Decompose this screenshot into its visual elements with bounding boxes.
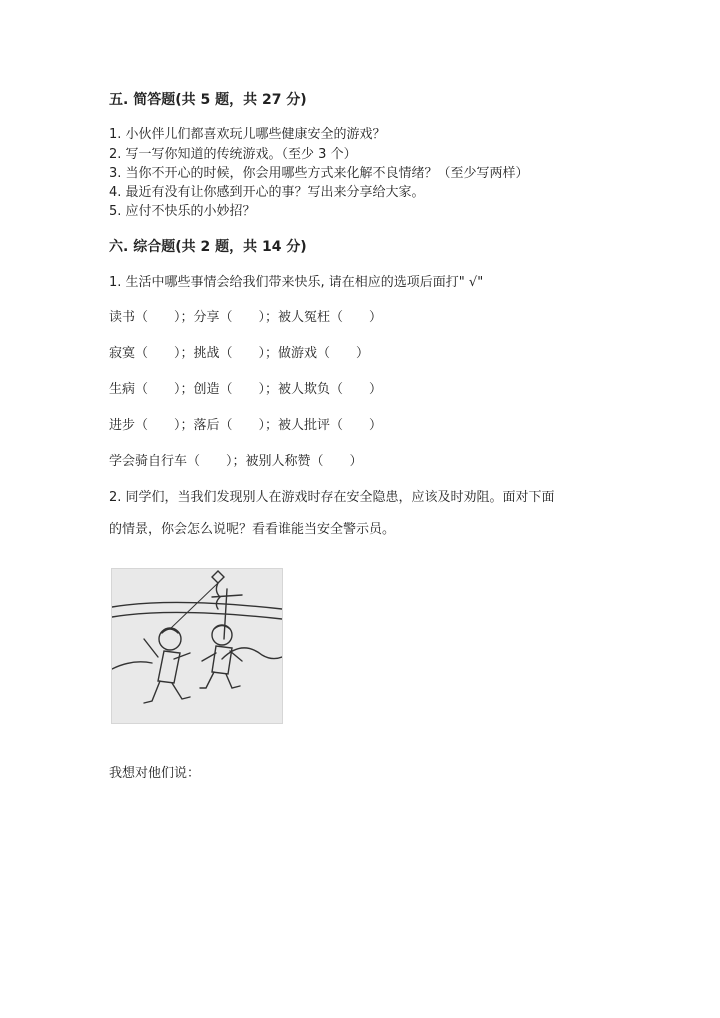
choice-row[interactable]: 寂寞（ ）；挑战（ ）；做游戏（ ） <box>109 346 370 361</box>
kite-near-power-lines-illustration <box>111 568 283 724</box>
choice-row[interactable]: 进步（ ）；落后（ ）；被人批评（ ） <box>109 418 383 433</box>
question-5-1: 1. 小伙伴儿们都喜欢玩儿哪些健康安全的游戏？ <box>109 127 386 142</box>
section-5-title: 五. 简答题(共 5 题，共 27 分) <box>109 92 307 108</box>
question-5-4: 4. 最近有没有让你感到开心的事？写出来分享给大家。 <box>109 185 425 200</box>
illustration-drawing <box>112 569 282 723</box>
question-6-2-line-2: 的情景，你会怎么说呢？看看谁能当安全警示员。 <box>109 522 396 537</box>
answer-prompt: 我想对他们说： <box>109 766 201 781</box>
question-6-1: 1. 生活中哪些事情会给我们带来快乐, 请在相应的选项后面打" √" <box>109 275 484 290</box>
section-6-title: 六. 综合题(共 2 题，共 14 分) <box>109 239 307 255</box>
question-5-3: 3. 当你不开心的时候，你会用哪些方式来化解不良情绪？（至少写两样） <box>109 166 529 181</box>
choice-row[interactable]: 生病（ ）；创造（ ）；被人欺负（ ） <box>109 382 383 397</box>
question-5-5: 5. 应付不快乐的小妙招？ <box>109 204 256 219</box>
question-5-2: 2. 写一写你知道的传统游戏。（至少 3 个） <box>109 147 357 162</box>
question-6-2-line-1: 2. 同学们，当我们发现别人在游戏时存在安全隐患，应该及时劝阻。面对下面 <box>109 490 555 505</box>
choice-row[interactable]: 学会骑自行车（ ）；被别人称赞（ ） <box>109 454 363 469</box>
choice-row[interactable]: 读书（ ）；分享（ ）；被人冤枉（ ） <box>109 310 383 325</box>
